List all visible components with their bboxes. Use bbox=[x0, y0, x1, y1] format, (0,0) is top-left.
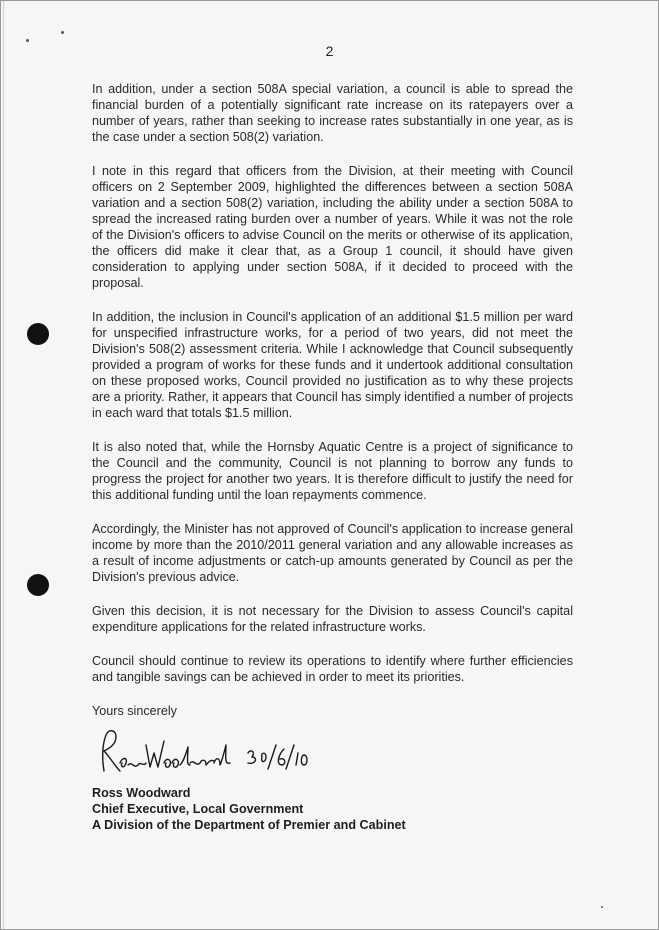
paragraph-2: I note in this regard that officers from the Division, at their meeting with Council officers on 2 September 2009, highlighted the differences between a section 508A variation and a section 508(2) variation, including the ability under a section 508A to spread the increased rating burden over a number of years. While it was not the role of the Division's officers to advise Council on the merits or otherwise of its application, the officers did make it clear that, as a Group 1 council, it should have given consideration to applying under section 508A, if it decided to proceed with the proposal. bbox=[92, 164, 573, 290]
paragraph-4: It is also noted that, while the Hornsby Aquatic Centre is a project of significance to the Council and the community, Council is not planning to borrow any funds to progress the project for another two years. It is therefore difficult to justify the need for this additional funding until the loan repayments commence. bbox=[92, 440, 573, 502]
paragraph-1: In addition, under a section 508A special variation, a council is able to spread the financial burden of a potentially significant rate increase on its ratepayers over a number of years, rather than seeking to increase rates substantially in one year, as is the case under a section 508(2) variation. bbox=[92, 82, 573, 144]
paragraph-6: Given this decision, it is not necessary for the Division to assess Council's capital expenditure applications for the related infrastructure works. bbox=[92, 604, 573, 634]
scan-speck bbox=[61, 31, 64, 34]
paragraph-7: Council should continue to review its operations to identify where further efficiencies and tangible savings can be achieved in order to meet its priorities. bbox=[92, 654, 573, 684]
scan-speck bbox=[26, 39, 29, 42]
punch-hole-bottom bbox=[27, 574, 49, 596]
paragraph-3: In addition, the inclusion in Council's application of an additional $1.5 million per ward for unspecified infrastructure works, for a period of two years, did not meet the Division's 508(2) assessment criteria. While I acknowledge that Council subsequently provided a program of works for these funds and it undertook additional consultation on these proposed works, Council provided no justification as to why these projects are a priority. Rather, it appears that Council has simply identified a number of projects in each ward that totals $1.5 million. bbox=[92, 310, 573, 420]
closing-salutation: Yours sincerely bbox=[92, 704, 177, 718]
signature-image bbox=[90, 723, 310, 785]
signatory-name: Ross Woodward bbox=[92, 786, 191, 800]
signatory-block bbox=[92, 785, 573, 833]
letter-body bbox=[92, 81, 573, 833]
signatory-title: Chief Executive, Local Government bbox=[92, 802, 304, 816]
handwritten-signature bbox=[92, 723, 573, 785]
scan-speck bbox=[601, 906, 603, 908]
page-edge-shadow bbox=[3, 1, 4, 929]
page-number: 2 bbox=[325, 43, 334, 59]
signatory-organisation: A Division of the Department of Premier and Cabinet bbox=[92, 818, 406, 832]
punch-hole-top bbox=[27, 323, 49, 345]
paragraph-5: Accordingly, the Minister has not approved of Council's application to increase general income by more than the 2010/2011 general variation and any allowable increases as a result of income adjustments or catch-up amounts generated by Council as per the Division's previous advice. bbox=[92, 522, 573, 584]
